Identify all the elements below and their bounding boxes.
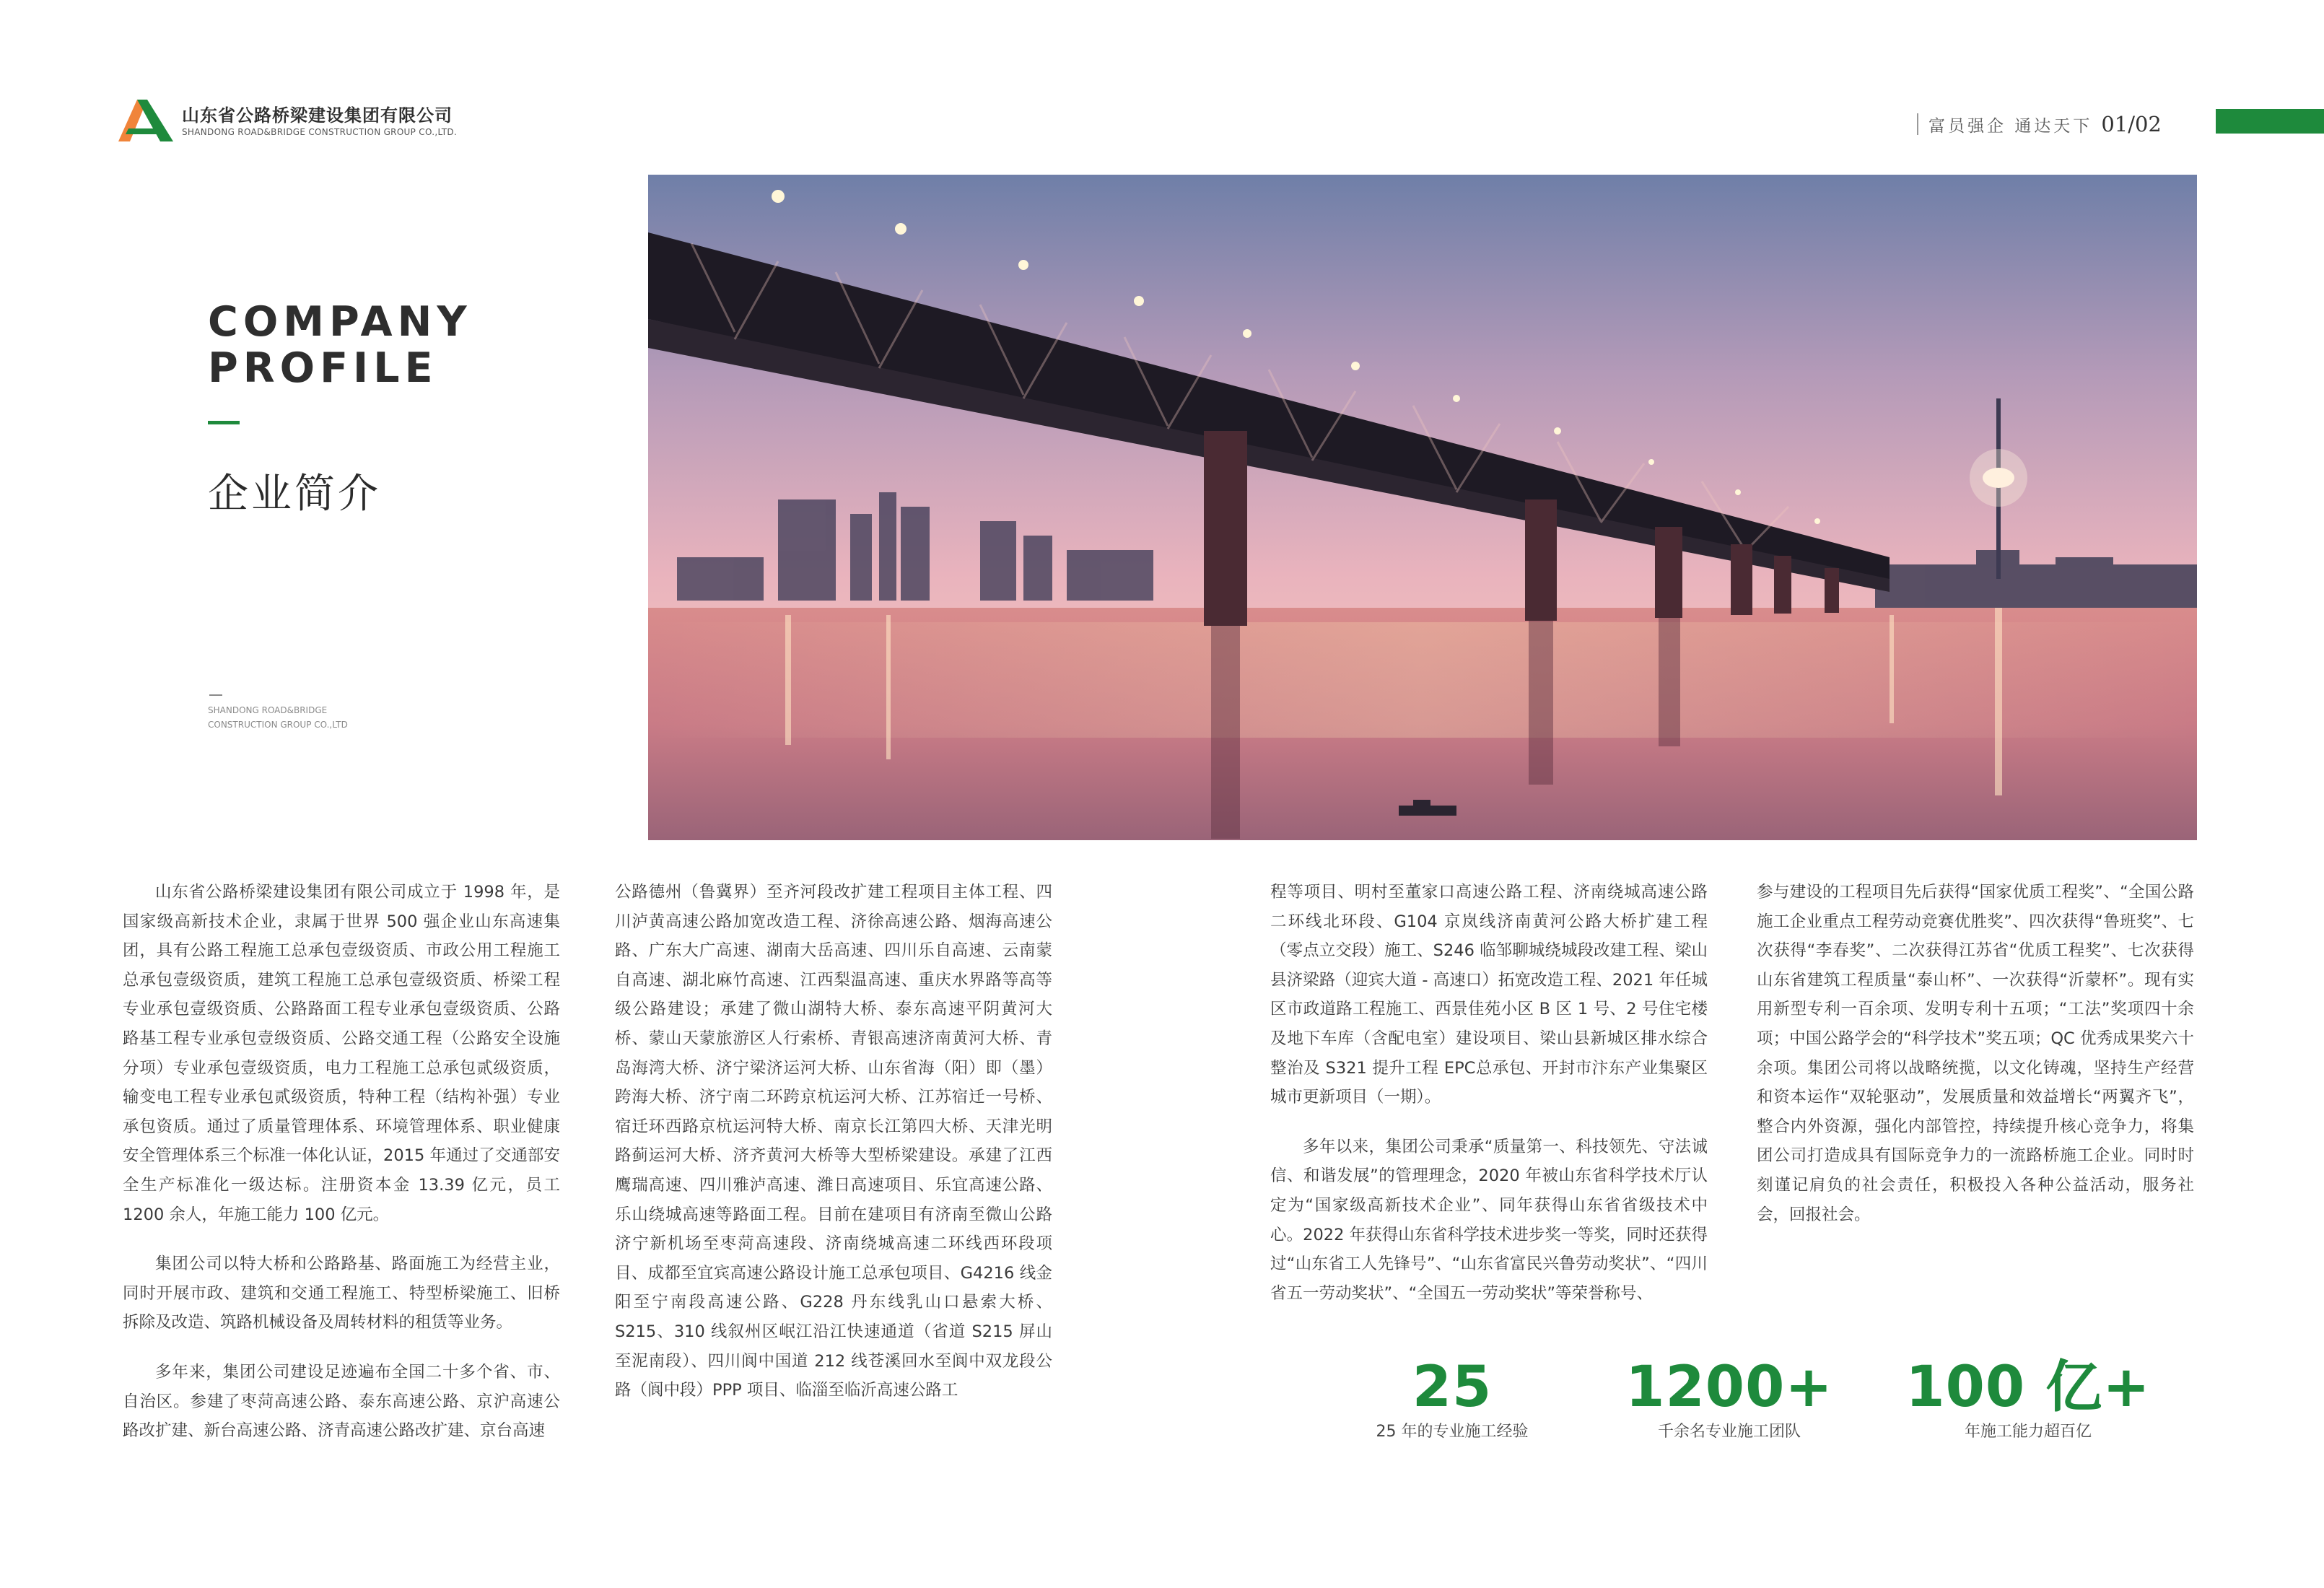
- body-column-2: [615, 878, 1052, 1426]
- paragraph: 多年以来，集团公司秉承“质量第一、科技领先、守法诚信、和谐发展”的管理理念，2020 年被山东省科学技术厅认定为“国家级高新技术企业”、同年获得山东省省级技术中心。2022 年获得山东省科学技术进步奖一等奖，同时还获得过“山东省工人先锋号”、“山东省富民兴鲁劳动奖状”、“四川省五一劳动奖状”、“全国五一劳动奖状”等荣誉称号、: [1270, 1137, 1708, 1303]
- stat-value: 1200+: [1625, 1355, 1833, 1420]
- title-accent-rule: [208, 421, 240, 424]
- paragraph: 集团公司以特大桥和公路路基、路面施工为经营主业，同时开展市政、建筑和交通工程施工、特型桥梁施工、旧桥拆除及改造、筑路机械设备及周转材料的租赁等业务。: [123, 1255, 560, 1332]
- stat-years: [1315, 1356, 1589, 1441]
- side-caption-en: SHANDONG ROAD&BRIDGE CONSTRUCTION GROUP CO.,LTD: [208, 705, 348, 730]
- stat-value: 25: [1412, 1355, 1493, 1420]
- body-column-4: [1757, 878, 2194, 1249]
- stat-value: 100 亿+: [1905, 1355, 2151, 1420]
- bridge-photo: [648, 175, 2197, 840]
- header-slogan-group: [1917, 110, 2162, 139]
- section-title-cn: 企业简介: [208, 471, 381, 518]
- stat-caption: 千余名专业施工团队: [1657, 1423, 1801, 1441]
- section-title-en: COMPANY PROFILE: [208, 298, 472, 392]
- page-number: 01/02: [2101, 112, 2162, 136]
- stat-team: [1592, 1356, 1866, 1441]
- paragraph: 参与建设的工程项目先后获得“国家优质工程奖”、“全国公路施工企业重点工程劳动竞赛优胜奖”、四次获得“鲁班奖”、七次获得“李春奖”、二次获得江苏省“优质工程奖”、七次获得山东省建筑工程质量“泰山杯”、一次获得“沂蒙杯”。现有实用新型专利一百余项、发明专利十五项；“工法”奖项四十余项；中国公路学会的“科学技术”奖五项；QC 优秀成果奖六十余项。集团公司将以战略统揽，以文化铸魂，坚持生产经营和资本运作“双轮驱动”，发展质量和效益增长“两翼齐飞”，整合内外资源，强化内部管控，持续提升核心竞争力，将集团公司打造成具有国际竞争力的一流路桥施工企业。同时时刻谨记肩负的社会责任，积极投入各种公益活动，服务社会，回报社会。: [1757, 883, 2194, 1224]
- paragraph: 多年来，集团公司建设足迹遍布全国二十多个省、市、自治区。参建了枣菏高速公路、泰东高速公路、京沪高速公路改扩建、新台高速公路、济青高速公路改扩建、京台高速: [123, 1362, 560, 1441]
- side-caption-dash: [209, 694, 222, 696]
- paragraph: 山东省公路桥梁建设集团有限公司成立于 1998 年，是国家级高新技术企业，隶属于世界 500 强企业山东高速集团，具有公路工程施工总承包壹级资质、市政公用工程施工总承包壹级资质，建筑工程施工总承包壹级资质、桥梁工程专业承包壹级资质、公路路面工程专业承包壹级资质、公路路基工程专业承包壹级资质、公路交通工程（公路安全设施分项）专业承包壹级资质，电力工程施工总承包贰级资质，输变电工程专业承包贰级资质，特种工程（结构补强）专业承包资质。通过了质量管理体系、环境管理体系、职业健康安全管理体系三个标准一体化认证，2015 年通过了交通部安全生产标准化一级达标。注册资本金 13.39 亿元，员工 1200 余人，年施工能力 100 亿元。: [123, 883, 560, 1224]
- stat-capacity: [1891, 1356, 2165, 1441]
- company-name-cn: 山东省公路桥梁建设集团有限公司: [182, 105, 453, 126]
- stat-caption: 25 年的专业施工经验: [1376, 1423, 1529, 1441]
- body-column-1: [123, 878, 560, 1466]
- header-slogan: 富员强企 通达天下: [1928, 116, 2093, 136]
- header-divider: [1917, 113, 1918, 135]
- stat-caption: 年施工能力超百亿: [1964, 1423, 2092, 1441]
- header-accent-bar: [2216, 109, 2324, 134]
- company-logo-icon: [118, 100, 173, 141]
- paragraph: 程等项目、明村至董家口高速公路工程、济南绕城高速公路二环线北环段、G104 京岚线济南黄河公路大桥扩建工程（零点立交段）施工、S246 临邹聊城绕城段改建工程、梁山县济梁路（迎宾大道 - 高速口）拓宽改造工程、2021 年任城区市政道路工程施工、西景佳苑小区 B 区 1 号、2 号住宅楼及地下车库（含配电室）建设项目、梁山县新城区排水综合整治及 S321 提升工程 EPC总承包、开封市汴东产业集聚区城市更新项目（一期）。: [1270, 883, 1708, 1107]
- company-name-en: SHANDONG ROAD&BRIDGE CONSTRUCTION GROUP CO.,LTD.: [182, 127, 458, 137]
- body-column-3: [1270, 878, 1708, 1328]
- paragraph: 公路德州（鲁冀界）至齐河段改扩建工程项目主体工程、四川泸黄高速公路加宽改造工程、济徐高速公路、烟海高速公路、广东大广高速、湖南大岳高速、四川乐自高速、云南蒙自高速、湖北麻竹高速、江西梨温高速、重庆水界路等高等级公路建设；承建了微山湖特大桥、泰东高速平阴黄河大桥、蒙山天蒙旅游区人行索桥、青银高速济南黄河大桥、青岛海湾大桥、济宁梁济运河大桥、山东省海（阳）即（墨）跨海大桥、济宁南二环跨京杭运河大桥、江苏宿迁一号桥、宿迁环西路京杭运河特大桥、南京长江第四大桥、天津光明路蓟运河大桥、济齐黄河大桥等大型桥梁建设。承建了江西鹰瑞高速、四川雅泸高速、潍日高速项目、乐宜高速公路、乐山绕城高速等路面工程。目前在建项目有济南至微山公路济宁新机场至枣菏高速段、济南绕城高速二环线西环段项目、成都至宜宾高速公路设计施工总承包项目、G4216 线金阳至宁南段高速公路、G228 丹东线乳山口悬索大桥、S215、310 线叙州区岷江沿江快速通道（省道 S215 屏山至泥南段）、四川阆中国道 212 线苍溪回水至阆中双龙段公路（阆中段）PPP 项目、临淄至临沂高速公路工: [615, 883, 1052, 1400]
